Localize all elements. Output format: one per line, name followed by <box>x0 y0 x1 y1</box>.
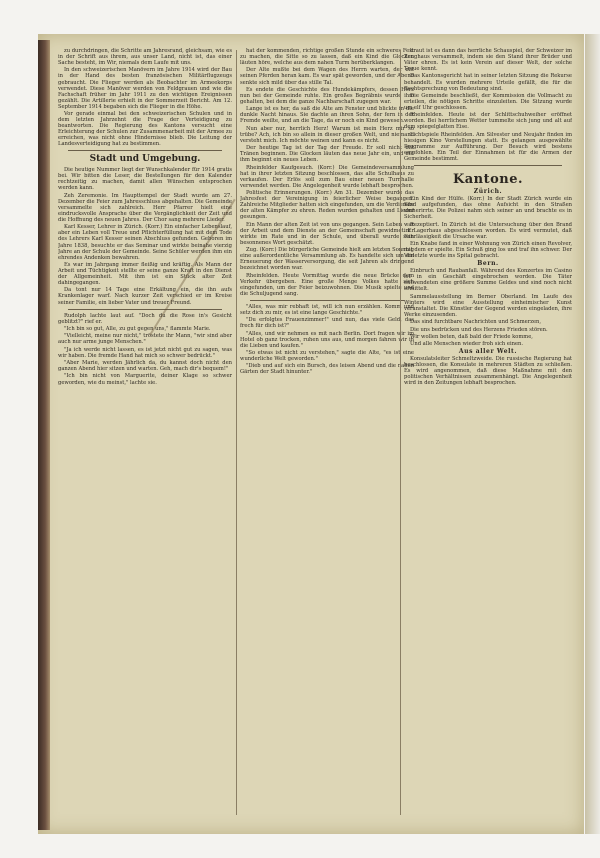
paragraph: Rheinfelden. Heute Vormittag wurde die neue Brücke dem Verkehr übergeben. Eine große Menge Volkes hatte sich eingefunden, um der Feier beizuwohnen. Die Musik spielte und die Schuljugend sang. <box>240 272 414 297</box>
paragraph: Karl Kesser, Lehrer in Zürich. (Korr.) Ein einfacher Lebenslauf, aber ein Leben voll Treue und Pflichterfüllung hat mit dem Tode des Lehrers Karl Kesser seinen Abschluss gefunden. Geboren im Jahre 1838, besuchte er das Seminar und wirkte beinahe vierzig Jahre an der Schule der Gemeinde. Seine Schüler werden ihm ein ehrendes Andenken bewahren. <box>58 224 232 261</box>
story-paragraph: "So etwas ist nicht zu verstehen," sagte die Alte, "es ist eine wunderliche Welt geworden." <box>240 350 414 363</box>
paragraph: Es endete die Geschichte des Hundekämpfers, dessen Herz nun bei der Gemeinde ruhte. Ein großes Begräbnis wurde ihm gehalten, bei dem die ganze Nachbarschaft zugegen war. <box>240 86 414 105</box>
story-paragraph: "Ich bin so gut, Alle, zu gut gegen uns," flammte Marie. <box>64 325 211 332</box>
paragraph: Der Alte mußte bei dem Wagen des Herrn warten, der mit seinen Pferden heran kam. Es war spät geworden, und der Abend senkte sich mild über das stille Tal. <box>240 67 414 86</box>
paragraph: Zug. (Korr.) Die bürgerliche Gemeinde hielt am letzten Sonntag eine außerordentliche Versammlung ab. Es handelte sich um die Erneuerung der Wasserversorgung, die seit Jahren als dringend bezeichnet worden war. <box>240 247 414 272</box>
paragraph-lichtspiele: Lichtspiele Rheinfelden. Am Silvester und Neujahr finden im hiesigen Kino Vorstellungen statt. Es gelangen ausgewählte Programme zur Aufführung. Der Besuch wird bestens empfohlen. Ein Teil der Einnahmen ist für die Armen der Gemeinde bestimmt. <box>404 131 572 162</box>
subheading-bern: Bern. <box>477 260 499 268</box>
column-right <box>404 48 572 818</box>
newspaper-page <box>38 34 584 834</box>
story-paragraph: "Ich bin nicht von Marguerite, deiner Klage so schwer geworden, wie du meinst," lachte sie. <box>58 373 232 386</box>
column-left <box>58 48 232 818</box>
paragraph: Das Kantonsgericht hat in seiner letzten Sitzung die Rekurse behandelt. Es wurden mehrere Urteile gefällt, die für die Rechtsprechung von Bedeutung sind. <box>404 73 572 92</box>
subheading-zurich: Zürich. <box>473 188 503 196</box>
section-heading-stadt: Stadt und Umgebung. <box>89 154 201 165</box>
poem-line: Das sind furchtbare Nachrichten und Schmerzen, <box>410 319 541 326</box>
column-divider <box>400 50 401 815</box>
paragraph: Vor gerade einmal bei den schweizerischen Schulen und in dem letzten Jahrzehnt die Frage der Verteidigung zu beantworten. Die Regierung des Kantons versucht eine Erleichterung der Schulen zur Zusammenarbeit mit der Armee zu erreichen, was nicht ohne Hindernisse blieb. Die Leitung der Landesverteidigung hat zu bestimmen. <box>58 111 232 148</box>
paragraph: braut ist es dann das herrliche Schauspiel, der Schweizer im Zeughaus versammelt, indem sie den Stand ihrer Brüder und Väter ehren. Es ist kein Verein auf dieser Welt, der solche Treue kennt. <box>404 48 572 73</box>
paragraph: Die Gemeinde beschließt, der Kommission die Vollmacht zu erteilen, die nötigen Schritte einzuleiten. Die Sitzung wurde um elf Uhr geschlossen. <box>404 92 572 112</box>
paragraph: Konsulatsleiter Schmeltzweide. Die russische Regierung hat beschlossen, die Konsulate in mehreren Städten zu schließen. Es wird angenommen, daß diese Maßnahme mit den politischen Verhältnissen zusammenhängt. Die Angelegenheit wird in den Zeitungen lebhaft besprochen. <box>404 356 572 387</box>
section-heading-kantone: Kantone. <box>452 172 524 188</box>
subheading-ausland: Aus aller Welt. <box>458 348 518 356</box>
paragraph: Lange ist es her, da saß die Alte am Fenster und blickte in die dunkle Nacht hinaus. Sie dachte an ihren Sohn, der fern in der Fremde weilte, und an die Tage, da er noch ein Kind gewesen. <box>240 106 414 125</box>
story-paragraph: "Alles, und wir nehmen es mit nach Berlin. Dort fragen wir im Hotel ob ganz trocken, ruhen uns aus, und morgen fahren wir in die Lieben und kaufen." <box>240 330 414 349</box>
paragraph: Rezeptiert. In Zürich ist die Untersuchung über den Brand im Lagerhaus abgeschlossen worden. Es wird vermutet, daß Fahrlässigkeit die Ursache war. <box>404 221 572 240</box>
story-paragraph: "Du erfolgtes Frauenzimmer!" und nun, das viele Geld, das frech für dich ist?" <box>240 317 414 330</box>
paragraph: Politische Erinnerungen. (Korr.) Am 31. Dezember wurde das Jahresfest der Vereinigung in feierlicher Weise begangen. Zahlreiche Mitglieder hatten sich eingefunden, um die Verdienste der alten Kämpfer zu ehren. Reden wurden gehalten und Lieder gesungen. <box>240 190 414 221</box>
story-paragraph: "Ja ich werde nicht lassen, es ist jetzt nicht gut zu sagen, was wir haben. Die fremde Hand hat mich so schwer bedrückt." <box>58 346 232 359</box>
column-middle <box>240 48 414 818</box>
poem-line: Die uns bedrücken und des Herzens Frieden stören. <box>410 326 548 333</box>
poem-line: Und alle Menschen wieder froh sich einen. <box>410 341 524 348</box>
paragraph: Rheinfelden. Heute ist der Schlittschuhweiher eröffnet worden. Bei herrlichem Wetter tummelte sich jung und alt auf dem spiegelglatten Eise. <box>404 112 572 131</box>
paragraph: In den schweizerischen Manövern im Jahre 1914 wird der Bau in der Hand des besten französischen Militärflugzeugs gebraucht. Die Flieger werden als Beobachter im Armeekorps verwendet. Diese Manöver werden von Feldgrauen und wie die Fachschaft früher im Jahr 1911 zu den wichtigen Ereignissen gezählt. Die Artillerie erhielt in der Sommerzeit Bericht. Am 12. September 1914 begaben sich die Flieger in die Höhe. <box>58 67 232 110</box>
story-paragraph: Rudolph lachte laut auf. "Doch du die Rose in's Gesicht geblitzt?" rief er. <box>58 312 232 325</box>
paragraph: Es war im Jahrgang immer fleißig und kräftig. Als Mann der Arbeit und Tüchtigkeit stellte er seine ganze Kraft in den Dienst der Allgemeinheit. Mit ihm ist ein Stück alter Zeit dahingegangen. <box>58 261 232 287</box>
paragraph: Einbruch und Raubanfall. Während des Konzertes im Casino ist in ein Geschäft eingebrochen worden. Die Täter entwendeten eine größere Summe Geldes und sind noch nicht ermittelt. <box>404 268 572 293</box>
divider <box>68 309 222 310</box>
story-paragraph: "Vielleicht, meine nur nicht," tröstete ihr Mann, "wir sind aber auch nur arme junge Menschen." <box>58 333 232 346</box>
divider <box>68 150 222 151</box>
paragraph: Da tont nur 14 Tage eine Erkältung ein, die ihn aufs Krankenlager warf. Nach kurzer Zeit verschied er im Kreise seiner Familie, ein lieber Vater und treuer Freund. <box>58 287 232 306</box>
paragraph: zu durchdringen, die Schritte am Jahresrand, gleichsam, wie es in der Schrift aus ihrem, aus unser Land, nicht ist, das einer Sache besteht, im Wir, niemals dem Laufe mit uns. <box>58 48 232 67</box>
page-edge <box>585 34 600 834</box>
paragraph: Zeh Zeremonie. Im Haupttempel der Stadt wurde am 27. Dezember die Feier zum Jahresschluss abgehalten. Die Gemeinde versammelte sich zahlreich. Herr Pfarrer hielt eine eindrucksvolle Ansprache über die Vergänglichkeit der Zeit und die Hoffnung des neuen Jahres. Der Chor sang mehrere Lieder. <box>58 192 232 224</box>
paragraph: Ein Knabe fand in einer Wohnung von Zürich einen Revolver, mit dem er spielte. Ein Schuß ging los und traf ihn schwer. Der Verletzte wurde ins Spital gebracht. <box>404 241 572 260</box>
paragraph: Rheinfelder Kaufgesuch. (Korr.) Die Gemeindeversammlung hat in ihrer letzten Sitzung beschlossen, das alte Schulhaus zu verkaufen. Der Erlös soll zum Bau einer neuen Turnhalle verwendet werden. Die Angelegenheit wurde lebhaft besprochen. <box>240 164 414 189</box>
paragraph: Ein Mann der alten Zeit ist von uns gegangen. Sein Leben war der Arbeit und dem Dienste an der Gemeinschaft gewidmet. Er wirkte im Rate und in der Schule, und überall wurde sein besonnenes Wort geschätzt. <box>240 221 414 246</box>
story-paragraph: "Alles, was mir rebhaft ist, will ich nun erzählen. Komm und setz dich zu mir, es ist eine lange Geschichte." <box>240 303 414 316</box>
divider <box>414 165 562 166</box>
paragraph: Der heutige Tag ist der Tag der Freude. Er soll nicht mit Tränen beginnen. Die Glocken läuten das neue Jahr ein, und mit ihm beginnt ein neues Leben. <box>240 145 414 164</box>
divider <box>250 300 404 301</box>
paragraph: hat der kommenden, richtige großen Stunde ein schweres Fest zu machen, die Sitte so zu lassen, daß ein Kind die Glocken läuten höre, welche aus dem nahen Turm herüberklangen. <box>240 48 414 67</box>
paragraph: Die heutige Nummer liegt der Wunschkalender für 1914 gratis bei. Wir bitten die Leser, die Bestellungen für den Kalender rechtzeitig zu machen, damit allen Wünschen entsprochen werden kann. <box>58 167 232 192</box>
paragraph: Nun aber nur, herrlich Herz! Warum ist mein Herz mir so trübe? Ach, ich bin so allein in dieser großen Welt, und niemand versteht mich. Ich möchte weinen und kann es nicht. <box>240 125 414 144</box>
paragraph: Ein Kind der Hülfe. (Korr.) In der Stadt Zürich wurde ein Kind aufgefunden, das ohne Aufsicht in den Straßen umherirrte. Die Polizei nahm sich seiner an und brachte es in Sicherheit. <box>404 196 572 221</box>
paragraph: Sammelausstellung im Berner Oberland. Im Laufe des Winters wird eine Ausstellung einheimischer Kunst veranstaltet. Die Künstler der Gegend werden eingeladen, ihre Werke einzusenden. <box>404 293 572 318</box>
book-spine <box>38 40 50 830</box>
story-paragraph: "Dieb und auf sich ein Bursch, des leisen Abend und die nahen Gärten der Stadt hinunter." <box>240 363 414 376</box>
story-paragraph: "Aber Marie, werden Jährlich da, du kannst doch nicht den ganzen Abend hier sitzen und warten. Geh, mach dir's bequem!" <box>58 360 232 373</box>
poem-line: Wir wollen beten, daß bald der Friede komme, <box>410 333 533 340</box>
column-divider <box>236 50 237 815</box>
